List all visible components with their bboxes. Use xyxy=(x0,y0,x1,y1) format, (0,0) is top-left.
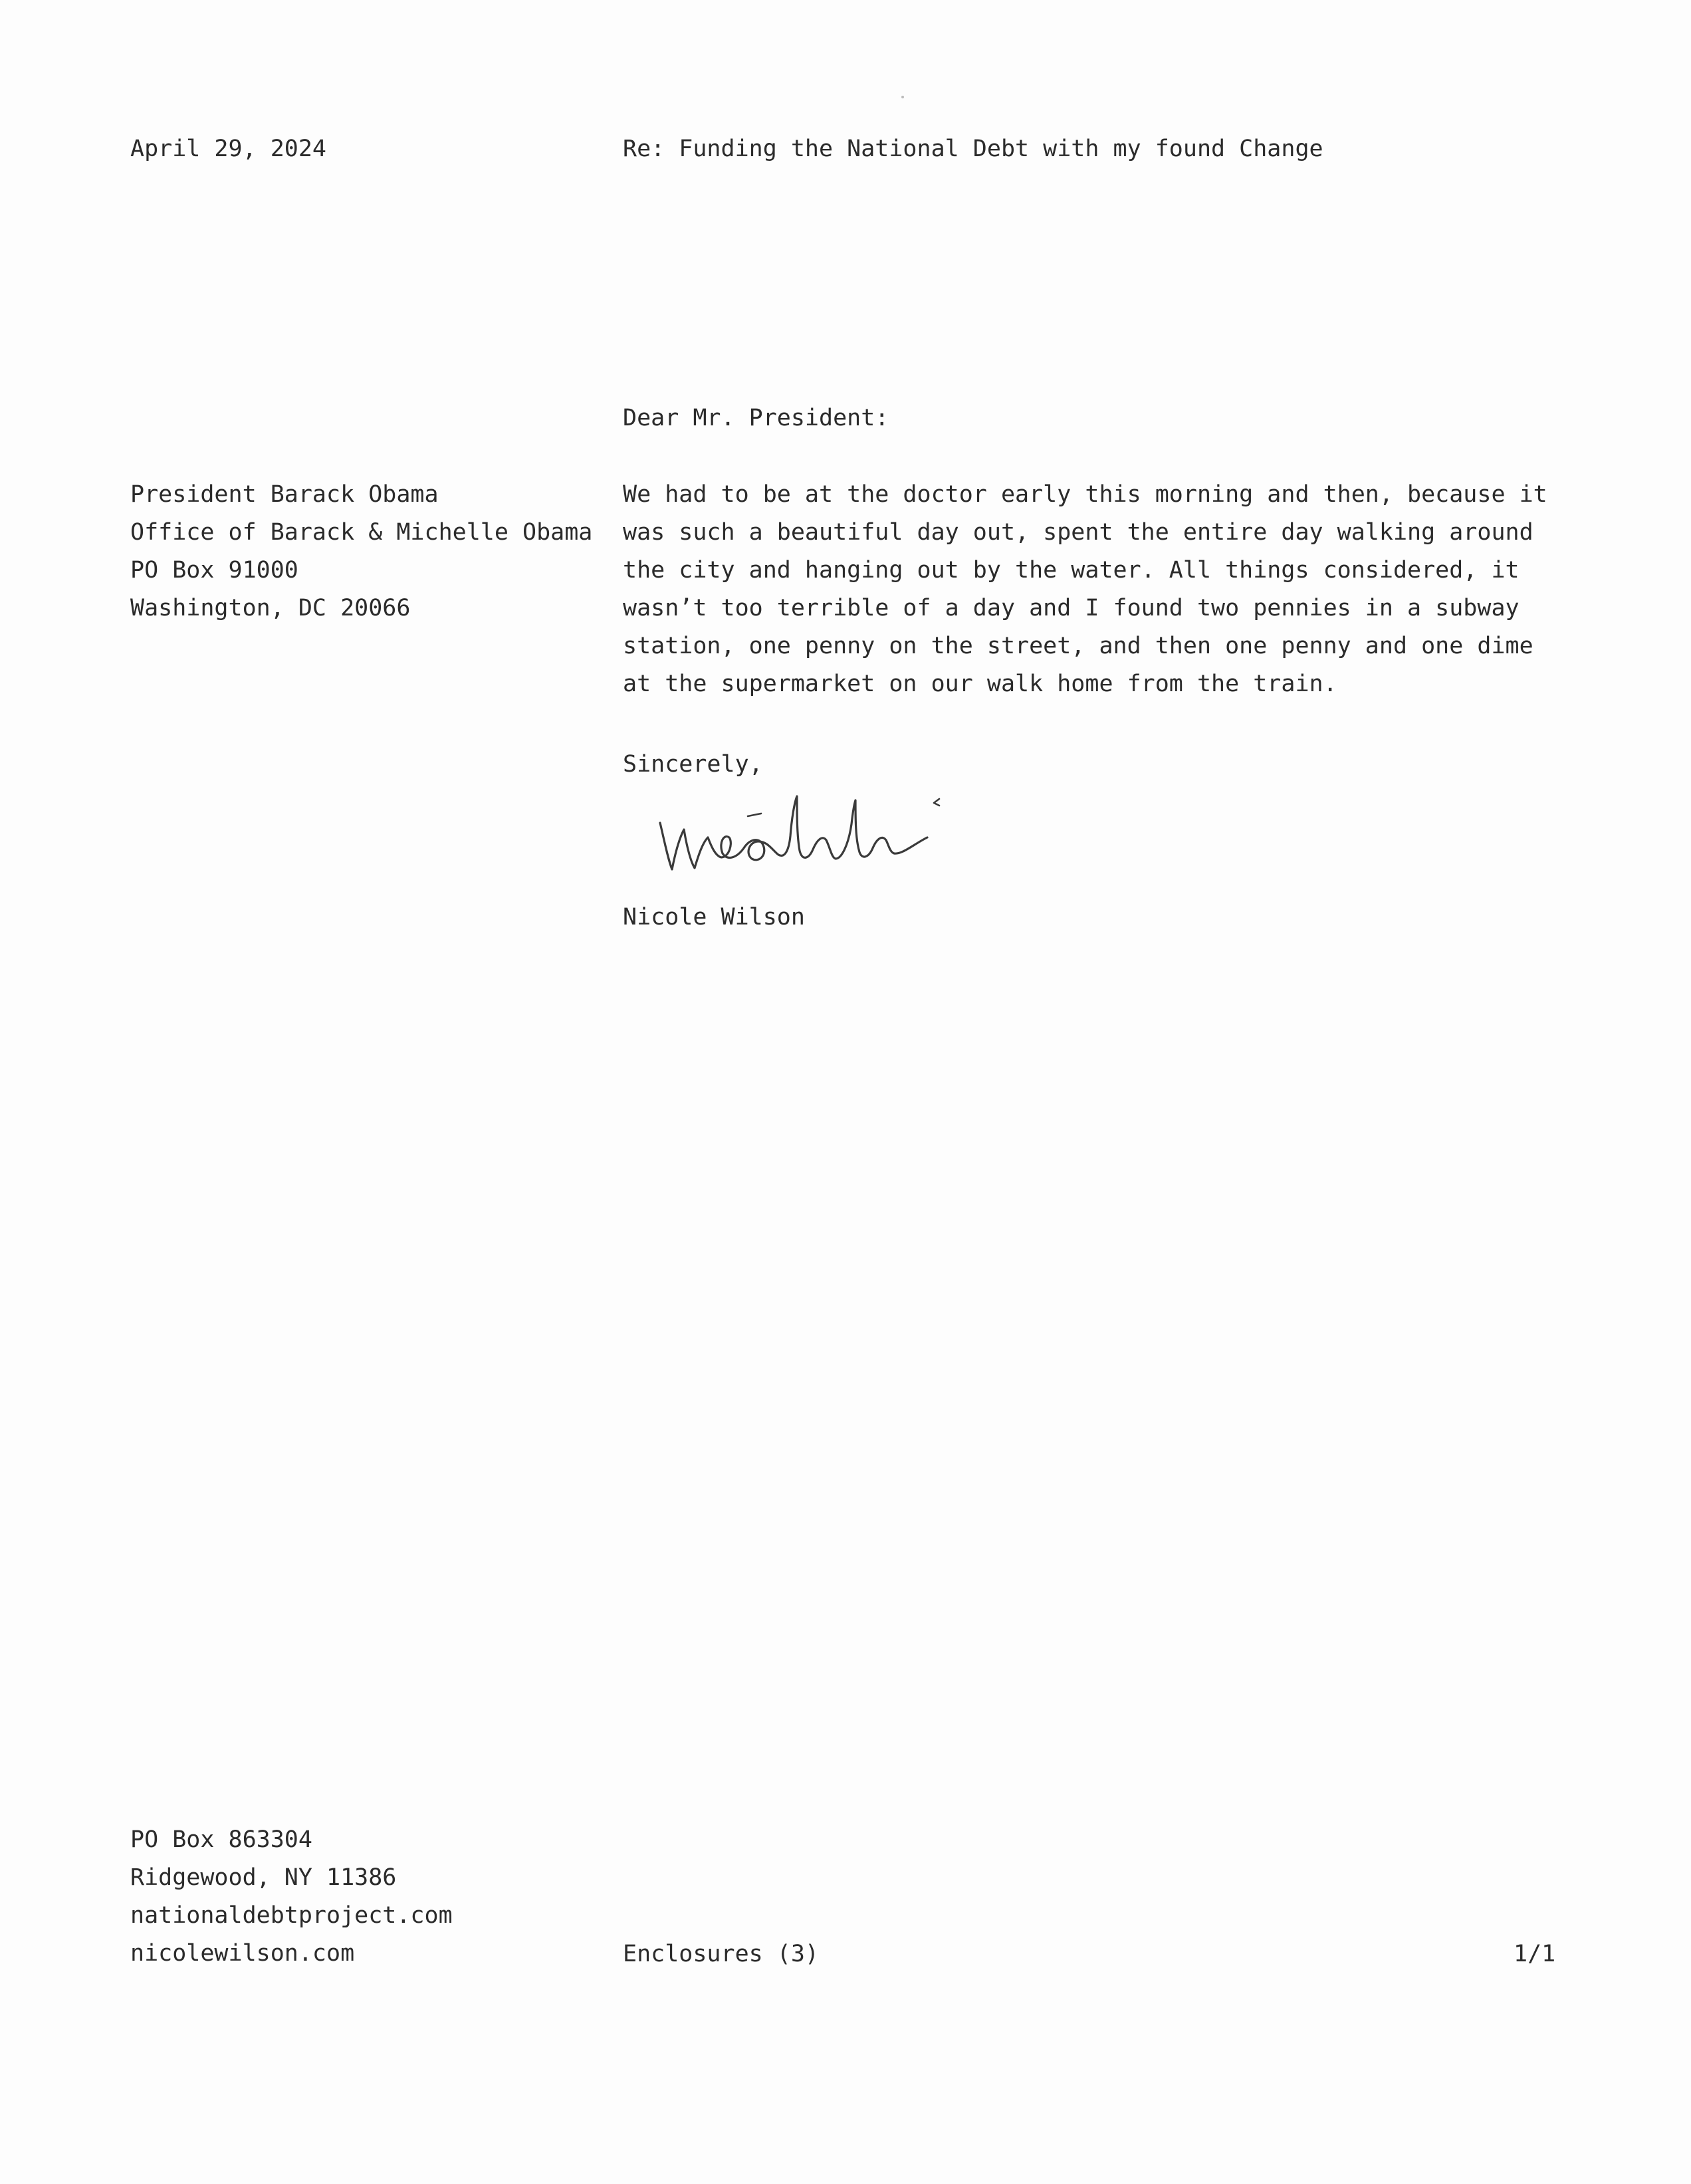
page-number: 1/1 xyxy=(1514,1941,1556,1967)
recipient-line: Office of Barack & Michelle Obama xyxy=(130,519,593,546)
recipient-address xyxy=(130,476,592,627)
signer-name: Nicole Wilson xyxy=(623,904,805,930)
body-line: We had to be at the doctor early this morning and then, because it xyxy=(623,481,1547,508)
letter-subject: Re: Funding the National Debt with my found Change xyxy=(623,136,1323,162)
sender-website-link: nationaldebtproject.com xyxy=(130,1902,453,1929)
sender-website-link: nicolewilson.com xyxy=(130,1940,355,1967)
recipient-line: PO Box 91000 xyxy=(130,557,298,584)
salutation: Dear Mr. President: xyxy=(623,405,889,431)
body-line: at the supermarket on our walk home from the train. xyxy=(623,671,1337,697)
recipient-line: Washington, DC 20066 xyxy=(130,595,411,621)
body-line: the city and hanging out by the water. All things considered, it xyxy=(623,557,1520,584)
sender-address xyxy=(130,1821,453,1973)
handwritten-signature xyxy=(655,776,1000,889)
body-line: wasn’t too terrible of a day and I found two pennies in a subway xyxy=(623,595,1520,621)
closing: Sincerely, xyxy=(623,751,763,778)
letter-body xyxy=(623,476,1547,703)
body-line: station, one penny on the street, and then one penny and one dime xyxy=(623,633,1533,659)
paper-speck xyxy=(901,96,904,98)
sender-line: Ridgewood, NY 11386 xyxy=(130,1864,397,1891)
body-line: was such a beautiful day out, spent the entire day walking around xyxy=(623,519,1533,546)
letter-date: April 29, 2024 xyxy=(130,136,327,162)
recipient-line: President Barack Obama xyxy=(130,481,439,508)
enclosures-note: Enclosures (3) xyxy=(623,1941,820,1967)
sender-line: PO Box 863304 xyxy=(130,1826,312,1853)
